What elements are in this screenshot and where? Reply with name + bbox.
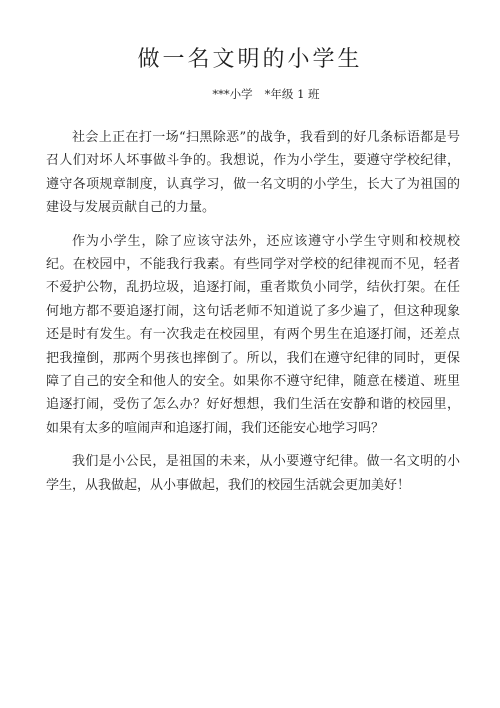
paragraph-3: 我们是小公民，是祖国的未来，从小要遵守纪律。做一名文明的小学生，从我做起，从小事做起，我们的校园生活就会更加美好！	[46, 454, 460, 493]
class-name: *年级 1 班	[264, 87, 320, 101]
paragraph-2: 作为小学生，除了应该守法外，还应该遵守小学生守则和校规校纪。在校园中，不能我行我素。有些同学对学校的纪律视而不见，轻者不爱护公物，乱扔垃圾，追逐打闹，重者欺负小同学，结伙打架。在任何地方都不要追逐打闹，这句话老师不知道说了多少遍了，但这种现象还是时有发生。有一次我走在校园里，有两个男生在追逐打闹，还差点把我撞倒，那两个男孩也摔倒了。所以，我们在遵守纪律的同时，更保障了自己的安全和他人的安全。如果你不遵守纪律，随意在楼道、班里追逐打闹，受伤了怎么办？好好想想，我们生活在安静和谐的校园里，如果有太多的喧闹声和追逐打闹，我们还能安心地学习吗？	[46, 233, 460, 436]
essay-title: 做一名文明的小学生	[137, 47, 363, 72]
author-byline	[46, 86, 460, 102]
school-name: ***小学	[212, 87, 253, 101]
paragraph-1: 社会上正在打一场“扫黑除恶”的战争，我看到的好几条标语都是号召人们对坏人坏事做斗争的。我想说，作为小学生，要遵守学校纪律，遵守各项规章制度，认真学习，做一名文明的小学生，长大了为祖国的建设与发展贡献自己的力量。	[46, 130, 460, 216]
